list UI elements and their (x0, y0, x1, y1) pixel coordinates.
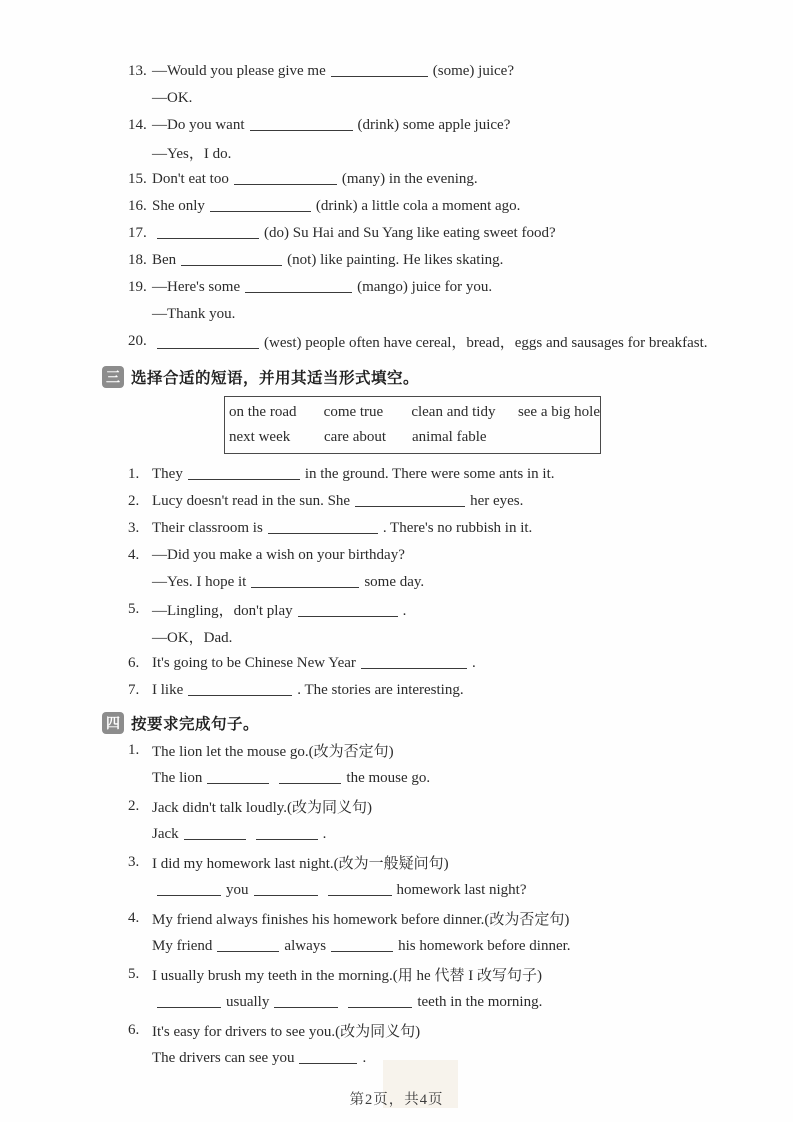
item-number: 4. (128, 909, 140, 926)
item-number: 19. (128, 279, 147, 295)
text-segment: The lion let the mouse go.(改为否定句) (152, 743, 394, 760)
exercise-line (128, 736, 785, 764)
answer-blank (254, 882, 318, 896)
text-segment: The drivers can see you (152, 1049, 295, 1066)
item-number: 14. (128, 117, 147, 133)
item-number: 7. (128, 682, 140, 698)
line-content (152, 574, 424, 591)
line-content (152, 547, 405, 564)
text-segment: always (284, 937, 327, 954)
line-content (152, 682, 464, 699)
answer-blank (328, 882, 392, 896)
line-content (152, 908, 569, 929)
line-content (152, 63, 514, 80)
answer-blank (188, 466, 300, 480)
answer-blank (217, 938, 279, 952)
exercise-line (128, 820, 785, 848)
exercise-line (128, 677, 785, 704)
line-content (152, 306, 235, 323)
answer-blank (299, 1050, 357, 1064)
text-segment: I did my homework last night.(改为一般疑问句) (152, 855, 449, 872)
text-segment: her eyes. (470, 493, 524, 509)
text-segment: —OK，Dad. (152, 630, 233, 646)
exercise-line (128, 764, 785, 792)
exercise-line (128, 650, 785, 677)
line-content (152, 964, 542, 985)
text-segment: Lucy doesn't read in the sun. She (152, 493, 351, 509)
phrase-item: see a big hole (517, 404, 600, 420)
text-segment: —Thank you. (152, 306, 236, 322)
text-segment: —Did you make a wish on your birthday? (152, 547, 405, 563)
phrase-item: care about (324, 429, 387, 445)
section4-header (102, 709, 785, 736)
phrase-item: animal fable (412, 429, 487, 445)
answer-blank (361, 655, 467, 669)
exercise-line (128, 328, 785, 355)
text-segment: (west) people often have cereal，bread，eggs and sausages for breakfast. (264, 335, 708, 351)
text-segment: (many) in the evening. (341, 171, 478, 187)
section-rewrite-sentences (128, 736, 785, 1072)
exercise-line (128, 876, 785, 904)
phrase-item: clean and tidy (411, 404, 496, 420)
answer-blank (331, 63, 428, 77)
text-segment: —Would you please give me (152, 63, 326, 79)
text-segment: It's easy for drivers to see you.(改为同义句) (152, 1023, 421, 1040)
answer-blank (331, 938, 393, 952)
answer-blank (210, 198, 311, 212)
exercise-line (128, 247, 785, 274)
exercise-line (128, 904, 785, 932)
answer-blank (157, 882, 221, 896)
text-segment: They (152, 466, 183, 482)
line-content (152, 938, 571, 955)
item-number: 13. (128, 63, 147, 79)
text-segment: homework last night? (396, 881, 527, 898)
exercise-line (128, 488, 785, 515)
line-content (152, 466, 555, 483)
item-number: 1. (128, 741, 140, 758)
exercise-line (128, 274, 785, 301)
text-segment: I usually brush my teeth in the morning.(用 he 代替 I 改写句子) (152, 967, 542, 984)
item-number: 20. (128, 333, 147, 349)
text-segment: —Yes. I hope it (152, 574, 247, 590)
text-segment: My friend (152, 937, 213, 954)
exercise-line (128, 301, 785, 328)
answer-blank (355, 493, 465, 507)
text-segment: . The stories are interesting. (297, 682, 464, 698)
line-content (152, 994, 542, 1011)
text-segment: . (402, 603, 407, 619)
line-content (152, 198, 520, 215)
exercise-line (128, 112, 785, 139)
answer-blank (157, 225, 259, 239)
exercise-line (128, 1016, 785, 1044)
section3-header (102, 363, 785, 390)
item-number: 16. (128, 198, 147, 214)
item-number: 2. (128, 797, 140, 814)
text-segment: Their classroom is (152, 520, 263, 536)
exercise-line (128, 960, 785, 988)
line-content (152, 1020, 420, 1041)
answer-blank (157, 994, 221, 1008)
section3-marker-icon: 三 (102, 366, 124, 388)
line-content (152, 655, 476, 672)
answer-blank (274, 994, 338, 1008)
text-segment: My friend always finishes his homework before dinner.(改为否定句) (152, 911, 570, 928)
text-segment: It's going to be Chinese New Year (152, 655, 356, 671)
phrase-box-row (229, 400, 600, 425)
line-content (152, 142, 231, 163)
line-content (152, 90, 192, 107)
line-content (152, 252, 503, 269)
answer-blank (256, 826, 318, 840)
text-segment: Ben (152, 252, 177, 268)
answer-blank (157, 335, 259, 349)
text-segment: The lion (152, 769, 203, 786)
phrase-item: come true (323, 404, 384, 420)
section4-title: 按要求完成句子。 (131, 715, 260, 733)
exercise-line (128, 792, 785, 820)
answer-blank (348, 994, 412, 1008)
text-segment: usually (226, 993, 270, 1010)
answer-blank (250, 117, 353, 131)
answer-blank (279, 770, 341, 784)
item-number: 4. (128, 547, 140, 563)
item-number: 15. (128, 171, 147, 187)
line-content (152, 493, 523, 510)
exercise-line (128, 461, 785, 488)
text-segment: . (322, 825, 327, 842)
text-segment: teeth in the morning. (417, 993, 543, 1010)
exercise-line (128, 596, 785, 623)
exercise-line (128, 85, 785, 112)
text-segment: —OK. (152, 90, 193, 106)
line-content (152, 279, 492, 296)
text-segment: —Do you want (152, 117, 245, 133)
answer-blank (234, 171, 337, 185)
exercise-line (128, 166, 785, 193)
section-word-forms (128, 58, 785, 355)
text-segment: Don't eat too (152, 171, 229, 187)
line-content (152, 740, 394, 761)
answer-blank (268, 520, 378, 534)
line-content (152, 225, 556, 242)
exercise-line (128, 988, 785, 1016)
item-number: 1. (128, 466, 140, 482)
line-content (152, 626, 232, 647)
text-segment: you (226, 881, 249, 898)
section3-title: 选择合适的短语，并用其适当形式填空。 (131, 369, 420, 387)
line-content (152, 171, 478, 188)
text-segment: (do) Su Hai and Su Yang like eating sweet food? (264, 225, 556, 241)
text-segment: —Here's some (152, 279, 241, 295)
exercise-line (128, 542, 785, 569)
exercise-line (128, 193, 785, 220)
line-content (152, 882, 526, 899)
answer-blank (245, 279, 352, 293)
answer-blank (181, 252, 282, 266)
item-number: 17. (128, 225, 147, 241)
phrase-box-row (229, 425, 600, 450)
item-number: 3. (128, 853, 140, 870)
line-content (152, 331, 708, 352)
exercise-line (128, 623, 785, 650)
line-content (152, 520, 532, 537)
text-segment: (drink) some apple juice? (357, 117, 511, 133)
text-segment: (drink) a little cola a moment ago. (315, 198, 521, 214)
text-segment: Jack didn't talk loudly.(改为同义句) (152, 799, 373, 816)
text-segment: his homework before dinner. (398, 937, 571, 954)
phrase-item: on the road (229, 404, 297, 420)
line-content (152, 117, 510, 134)
exercise-line (128, 932, 785, 960)
answer-blank (184, 826, 246, 840)
line-content (152, 826, 326, 843)
line-content (152, 599, 406, 620)
item-number: 2. (128, 493, 140, 509)
text-segment: (not) like painting. He likes skating. (287, 252, 504, 268)
phrase-box (224, 396, 601, 454)
text-segment: (mango) juice for you. (357, 279, 493, 295)
answer-blank (207, 770, 269, 784)
exercise-line (128, 139, 785, 166)
section4-marker-icon: 四 (102, 712, 124, 734)
phrase-item: next week (229, 429, 291, 445)
exercise-line (128, 220, 785, 247)
item-number: 6. (128, 1021, 140, 1038)
exercise-line (128, 569, 785, 596)
section-phrase-fill (128, 461, 785, 704)
line-content (152, 1050, 366, 1067)
text-segment: I like (152, 682, 184, 698)
item-number: 5. (128, 965, 140, 982)
answer-blank (251, 574, 359, 588)
exercise-line (128, 515, 785, 542)
page-number-footer: 第2页，共4页 (349, 1092, 444, 1108)
text-segment: Jack (152, 825, 179, 842)
answer-blank (298, 603, 398, 617)
text-segment: —Lingling，don't play (152, 603, 293, 619)
line-content (152, 852, 449, 873)
item-number: 6. (128, 655, 140, 671)
text-segment: the mouse go. (346, 769, 431, 786)
item-number: 3. (128, 520, 140, 536)
line-content (152, 770, 430, 787)
exercise-line (128, 58, 785, 85)
item-number: 18. (128, 252, 147, 268)
text-segment: (some) juice? (432, 63, 514, 79)
text-segment: . (362, 1049, 367, 1066)
line-content (152, 796, 372, 817)
text-segment: —Yes，I do. (152, 146, 232, 162)
text-segment: some day. (364, 574, 425, 590)
exercise-line (128, 848, 785, 876)
answer-blank (188, 682, 292, 696)
text-segment: . There's no rubbish in it. (382, 520, 533, 536)
text-segment: . (471, 655, 476, 671)
text-segment: She only (152, 198, 205, 214)
item-number: 5. (128, 601, 140, 617)
text-segment: in the ground. There were some ants in it. (304, 466, 555, 482)
